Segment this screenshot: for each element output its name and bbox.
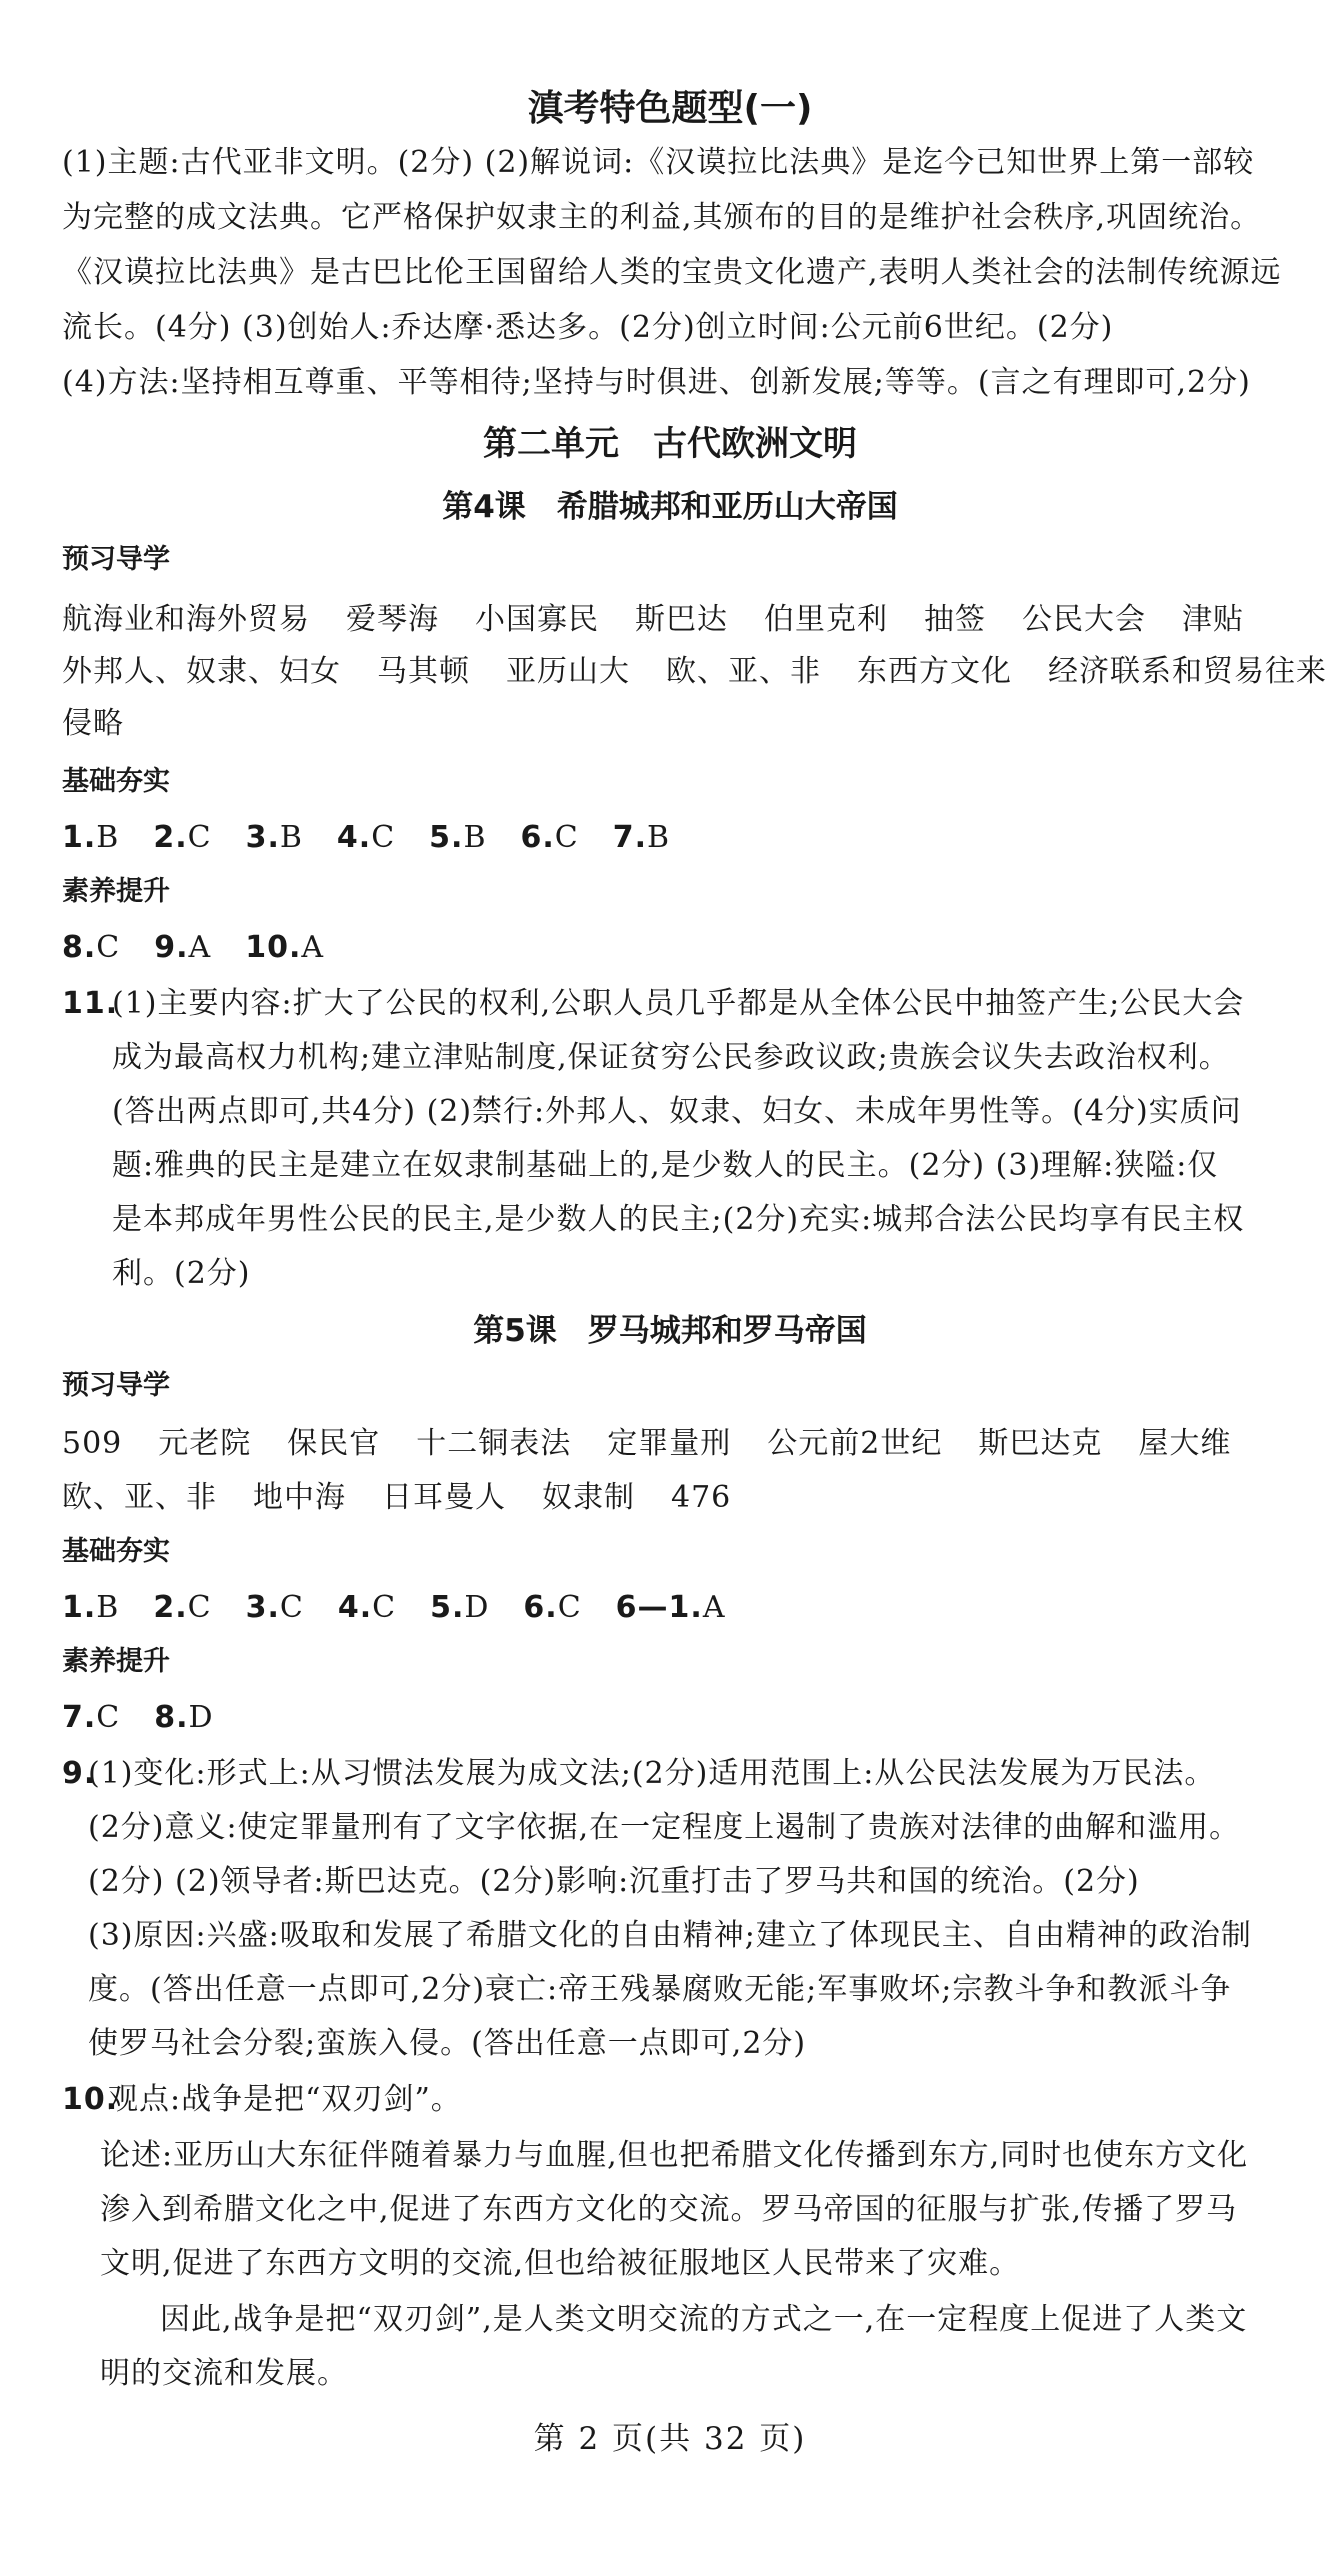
term: 定罪量刑 xyxy=(607,1426,732,1461)
special-line-5: (4)方法:坚持相互尊重、平等相待;坚持与时俱进、创新发展;等等。(言之有理即可,2分) xyxy=(62,365,1251,400)
lesson5-preview-row-1 xyxy=(62,1424,1231,1464)
lesson5-basic-label: 基础夯实 xyxy=(62,1536,170,1567)
lesson5-improve-label: 素养提升 xyxy=(62,1646,170,1677)
q9-line-5: 度。(答出任意一点即可,2分)衰亡:帝王残暴腐败无能;军事败坏;宗教斗争和教派斗争 xyxy=(88,1972,1232,2007)
term: 地中海 xyxy=(253,1480,346,1515)
term: 日耳曼人 xyxy=(382,1480,506,1515)
answer-item: 7.B xyxy=(612,820,671,855)
lesson5-title: 第5课 罗马城邦和罗马帝国 xyxy=(473,1313,867,1349)
lesson4-basic-label: 基础夯实 xyxy=(62,766,170,797)
lesson4-improve-answers xyxy=(62,928,324,968)
term: 爱琴海 xyxy=(346,602,439,637)
q11-line-2: 成为最高权力机构;建立津贴制度,保证贫穷公民参政议政;贵族会议失去政治权利。 xyxy=(112,1040,1230,1075)
answer-item: 1.B xyxy=(62,820,120,855)
q10-line-4: 因此,战争是把“双刃剑”,是人类文明交流的方式之一,在一定程度上促进了人类文 xyxy=(160,2302,1248,2337)
answer-item: 3.B xyxy=(245,820,303,855)
q11-number: 11. xyxy=(62,986,119,1021)
q11-line-6: 利。(2分) xyxy=(112,1256,251,1291)
term: 伯里克利 xyxy=(764,602,888,637)
term: 保民官 xyxy=(287,1426,381,1461)
answer-item: 5.B xyxy=(429,820,487,855)
lesson4-preview-label: 预习导学 xyxy=(62,544,170,575)
q10-line-1: 论述:亚历山大东征伴随着暴力与血腥,但也把希腊文化传播到东方,同时也使东方文化 xyxy=(100,2138,1249,2173)
answer-item: 7.C xyxy=(62,1700,121,1735)
q10-number: 10. xyxy=(62,2082,119,2117)
answer-item: 9.A xyxy=(154,930,212,965)
answer-item: 4.C xyxy=(336,820,396,855)
lesson4-preview-row-1 xyxy=(62,600,1244,640)
term: 十二铜表法 xyxy=(416,1426,572,1461)
answer-item: 6.C xyxy=(520,820,579,855)
answer-item: 2.C xyxy=(153,820,212,855)
term: 476 xyxy=(671,1480,732,1515)
answer-item: 6.C xyxy=(523,1590,582,1625)
q11-line-4: 题:雅典的民主是建立在奴隶制基础上的,是少数人的民主。(2分) (3)理解:狭隘:仅 xyxy=(112,1148,1219,1183)
answer-item: 4.C xyxy=(337,1590,397,1625)
lesson5-improve-answers xyxy=(62,1698,214,1738)
lesson4-improve-label: 素养提升 xyxy=(62,876,170,907)
q9-number: 9. xyxy=(62,1756,97,1791)
special-line-3: 《汉谟拉比法典》是古巴比伦王国留给人类的宝贵文化遗产,表明人类社会的法制传统源远 xyxy=(62,255,1282,290)
special-line-2: 为完整的成文法典。它严格保护奴隶主的利益,其颁布的目的是维护社会秩序,巩固统治。 xyxy=(62,200,1262,235)
term: 奴隶制 xyxy=(542,1480,635,1515)
term: 亚历山大 xyxy=(506,654,630,689)
term: 509 xyxy=(62,1426,123,1461)
page-number: 第 2 页(共 32 页) xyxy=(533,2421,807,2457)
lesson4-preview-row-2 xyxy=(62,652,1327,692)
term: 侵略 xyxy=(62,706,124,741)
answer-item: 1.B xyxy=(62,1590,120,1625)
lesson5-preview-label: 预习导学 xyxy=(62,1370,170,1401)
answer-item: 8.D xyxy=(154,1700,214,1735)
term: 欧、亚、非 xyxy=(666,654,821,689)
q9-line-3: (2分) (2)领导者:斯巴达克。(2分)影响:沉重打击了罗马共和国的统治。(2分) xyxy=(88,1864,1140,1899)
answer-item: 2.C xyxy=(153,1590,212,1625)
q9-line-2: (2分)意义:使定罪量刑有了文字依据,在一定程度上遏制了贵族对法律的曲解和滥用。 xyxy=(88,1810,1241,1845)
term: 航海业和海外贸易 xyxy=(62,602,310,637)
special-section-title: 滇考特色题型(一) xyxy=(527,88,813,129)
q11-line-5: 是本邦成年男性公民的民主,是少数人的民主;(2分)充实:城邦合法公民均享有民主权 xyxy=(112,1202,1245,1237)
term: 外邦人、奴隶、妇女 xyxy=(62,654,341,689)
term: 马其顿 xyxy=(377,654,470,689)
lesson4-preview-row-3 xyxy=(62,704,124,744)
q9-line-4: (3)原因:兴盛:吸取和发展了希腊文化的自由精神;建立了体现民主、自由精神的政治制 xyxy=(88,1918,1252,1953)
answer-item: 5.D xyxy=(430,1590,490,1625)
q11-line-1: (1)主要内容:扩大了公民的权利,公职人员几乎都是从全体公民中抽签产生;公民大会 xyxy=(112,986,1245,1021)
q10-line-2: 渗入到希腊文化之中,促进了东西方文化的交流。罗马帝国的征服与扩张,传播了罗马 xyxy=(100,2192,1238,2227)
q10-first-line: 观点:战争是把“双刃剑”。 xyxy=(108,2082,462,2117)
term: 东西方文化 xyxy=(857,654,1012,689)
q9-line-1: (1)变化:形式上:从习惯法发展为成文法;(2分)适用范围上:从公民法发展为万民法。 xyxy=(88,1756,1216,1791)
q10-line-5: 明的交流和发展。 xyxy=(100,2356,348,2391)
q10-line-3: 文明,促进了东西方文明的交流,但也给被征服地区人民带来了灾难。 xyxy=(100,2246,1021,2281)
special-line-4: 流长。(4分) (3)创始人:乔达摩·悉达多。(2分)创立时间:公元前6世纪。(2分) xyxy=(62,310,1114,345)
answer-item: 8.C xyxy=(62,930,121,965)
q11-line-3: (答出两点即可,共4分) (2)禁行:外邦人、奴隶、妇女、未成年男性等。(4分)实质问 xyxy=(112,1094,1242,1129)
term: 元老院 xyxy=(158,1426,252,1461)
term: 经济联系和贸易往来 xyxy=(1048,654,1327,689)
term: 津贴 xyxy=(1182,602,1244,637)
special-line-1: (1)主题:古代亚非文明。(2分) (2)解说词:《汉谟拉比法典》是迄今已知世界上第一部较 xyxy=(62,145,1255,180)
term: 屋大维 xyxy=(1138,1426,1232,1461)
unit-title: 第二单元 古代欧洲文明 xyxy=(483,424,857,464)
term: 抽签 xyxy=(924,602,986,637)
term: 斯巴达克 xyxy=(978,1426,1103,1461)
term: 小国寡民 xyxy=(475,602,599,637)
term: 欧、亚、非 xyxy=(62,1480,217,1515)
term: 公民大会 xyxy=(1022,602,1146,637)
term: 公元前2世纪 xyxy=(767,1426,943,1461)
answer-item: 3.C xyxy=(245,1590,304,1625)
answer-item: 6—1.A xyxy=(615,1590,726,1625)
lesson5-basic-answers xyxy=(62,1588,726,1628)
lesson4-title: 第4课 希腊城邦和亚历山大帝国 xyxy=(442,489,898,525)
q9-line-6: 使罗马社会分裂;蛮族入侵。(答出任意一点即可,2分) xyxy=(88,2026,807,2061)
lesson4-basic-answers xyxy=(62,818,670,858)
lesson5-preview-row-2 xyxy=(62,1478,731,1518)
term: 斯巴达 xyxy=(635,602,728,637)
answer-item: 10.A xyxy=(245,930,325,965)
